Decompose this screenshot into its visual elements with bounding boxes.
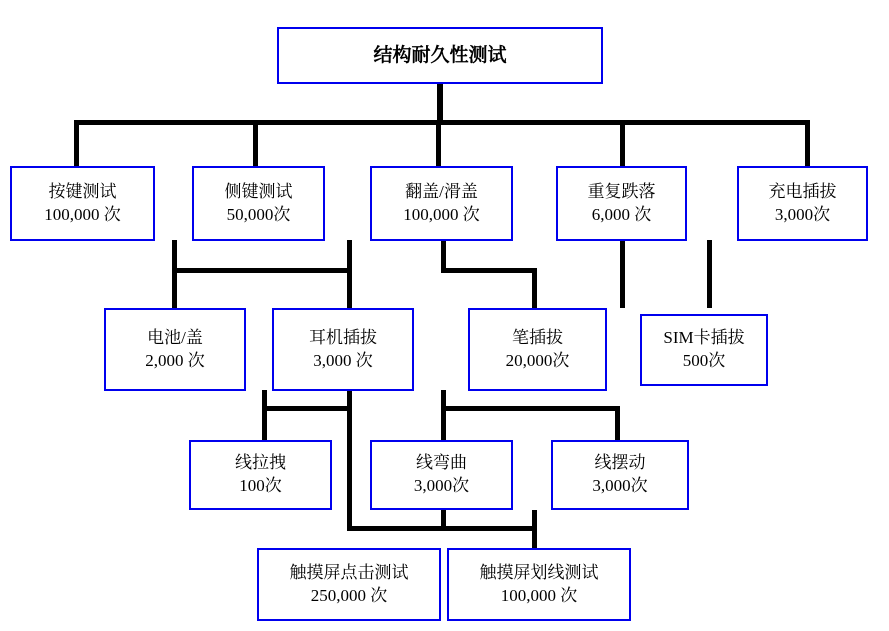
connector-row2-bus-right [441,268,537,273]
node-touch-swipe[interactable] [447,548,631,621]
connector-penplug-up [532,268,537,308]
node-cable-swing-detail: 3,000次 [592,476,648,495]
node-repeat-drop-label: 重复跌落 [587,181,656,201]
node-cable-pull[interactable] [189,440,332,510]
node-touch-tap-detail: 250,000 次 [310,585,388,605]
connector-bus-to-key-test [74,120,79,166]
node-touch-tap[interactable] [257,548,441,621]
connector-repeatdrop-down [620,240,625,308]
connector-bus-to-charge-plug [805,120,810,166]
node-cable-swing-label: 线摆动 [594,453,646,473]
connector-bus-to-repeat-drop [620,120,625,166]
connector-row3-bus-left [262,406,352,411]
connector-battery-up [172,268,177,308]
node-charge-plug[interactable] [737,166,868,241]
connector-row3-bus-right [441,406,619,411]
connector-touchswipe-up [532,510,537,550]
node-touch-swipe-detail: 100,000 次 [500,585,578,605]
connector-root-stem [437,84,443,122]
connector-main-bus [74,120,810,125]
node-root[interactable] [277,27,603,84]
node-battery-cover-label: 电池/盖 [147,327,203,347]
connector-cablebend-down [441,510,446,530]
node-sim-plug[interactable] [640,314,768,386]
node-repeat-drop-detail: 6,000 次 [591,204,652,224]
node-touch-tap-label: 触摸屏点击测试 [289,562,409,582]
node-battery-cover-detail: 2,000 次 [145,350,205,370]
node-pen-plug-detail: 20,000次 [505,350,570,370]
node-pen-plug-label: 笔插拔 [512,327,563,347]
node-touch-swipe-label: 触摸屏划线测试 [479,562,599,582]
connector-bus-to-flip-slide [436,120,441,166]
node-flip-slide-detail: 100,000 次 [403,204,480,224]
node-earphone-plug-label: 耳机插拔 [309,327,377,347]
node-cable-bend[interactable] [370,440,513,510]
node-cable-bend-label: 线弯曲 [416,453,467,473]
node-side-key-test-detail: 50,000次 [226,204,291,224]
node-cable-bend-detail: 3,000次 [413,476,470,495]
node-sim-plug-label: SIM卡插拔 [663,328,745,348]
node-side-key-test[interactable] [192,166,325,241]
node-flip-slide-label: 翻盖/滑盖 [405,181,478,201]
node-key-test-detail: 100,000 次 [44,204,121,224]
node-cable-pull-detail: 100次 [239,476,282,495]
node-charge-plug-label: 充电插拔 [768,181,837,201]
connector-chargeplug-down [707,240,712,308]
connector-row2-bus-left [172,268,348,273]
node-charge-plug-detail: 3,000次 [774,204,831,224]
node-key-test[interactable] [10,166,155,241]
node-side-key-test-label: 侧键测试 [224,181,293,201]
node-cable-pull-label: 线拉拽 [235,453,286,473]
node-key-test-label: 按键测试 [48,181,117,201]
connector-cablepull-up [262,406,267,440]
node-cable-swing[interactable] [551,440,689,510]
node-pen-plug[interactable] [468,308,607,391]
connector-cableswing-up [615,406,620,440]
node-root-label: 结构耐久性测试 [373,44,507,66]
connector-sidekey-down [347,240,352,308]
node-battery-cover[interactable] [104,308,246,391]
node-earphone-plug-detail: 3,000 次 [313,350,373,370]
connector-bus-to-side-key [253,120,258,166]
connector-earphone-down [347,390,352,530]
node-repeat-drop[interactable] [556,166,687,241]
connector-cablebend-up [441,406,446,440]
node-flip-slide[interactable] [370,166,513,241]
node-sim-plug-detail: 500次 [682,351,726,370]
node-earphone-plug[interactable] [272,308,414,391]
